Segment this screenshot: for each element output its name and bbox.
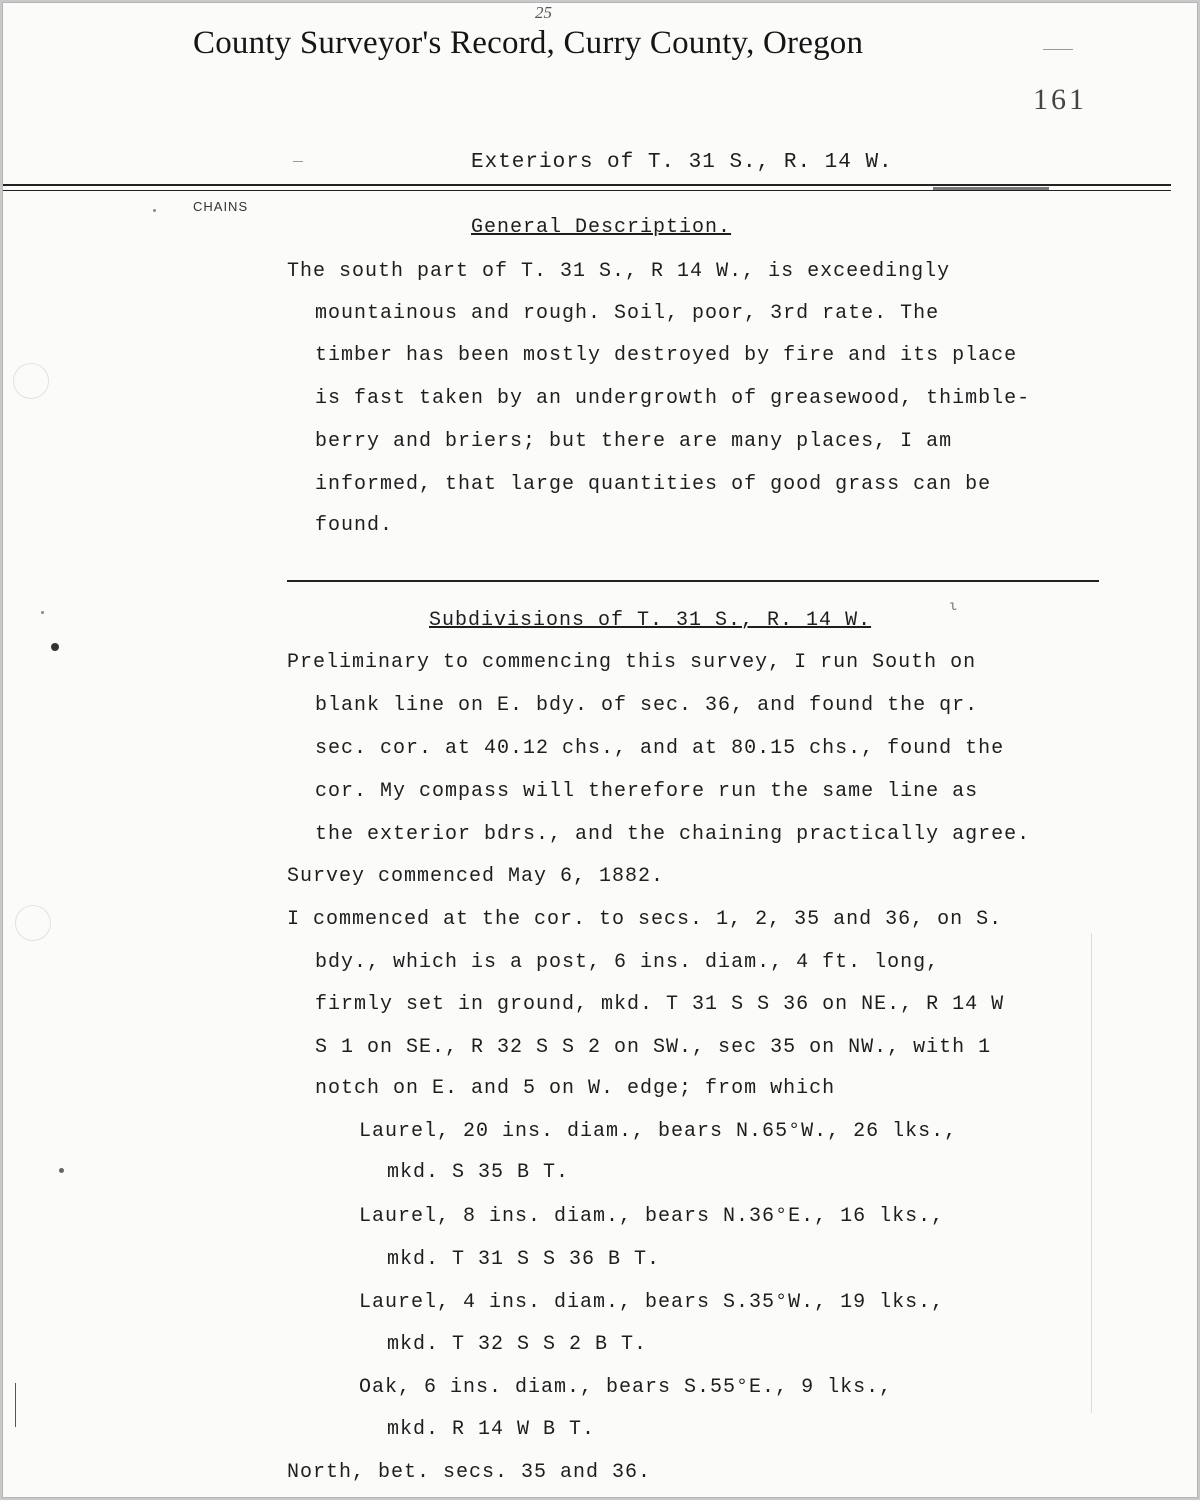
subdivision-line: cor. My compass will therefore run the same line as [315,780,979,803]
subdivision-line: mkd. T 31 S S 36 B T. [387,1248,661,1271]
faint-vertical-line [1091,933,1092,1413]
subdivision-line: bdy., which is a post, 6 ins. diam., 4 ft. long, [315,951,940,974]
document-page [2,2,1198,1498]
subdivision-line: the exterior bdrs., and the chaining practically agree. [315,823,1031,846]
subdivision-line: firmly set in ground, mkd. T 31 S S 36 on NE., R 14 W [315,993,1005,1016]
subdivision-line: Laurel, 20 ins. diam., bears N.65°W., 26 lks., [359,1120,958,1143]
subdivision-line: Preliminary to commencing this survey, I run South on [287,651,977,674]
ink-speck [51,643,59,651]
general-line: is fast taken by an undergrowth of greasewood, thimble- [315,387,1031,410]
section-divider [287,580,1099,582]
binder-hole-mark [13,363,49,399]
header-rule [3,184,1171,186]
margin-stroke [15,1383,16,1427]
general-description-heading: General Description. [471,216,732,239]
pencil-note: 25 [535,3,552,22]
subdivision-line: blank line on E. bdy. of sec. 36, and found the qr. [315,694,979,717]
general-line: found. [315,514,394,537]
record-title: County Surveyor's Record, Curry County, Oregon [193,25,864,61]
general-line: berry and briers; but there are many places, I am [315,430,953,453]
subdivision-line: mkd. T 32 S S 2 B T. [387,1333,648,1356]
ink-speck [41,611,44,614]
subdivision-line: I commenced at the cor. to secs. 1, 2, 35 and 36, on S. [287,908,1003,931]
binder-hole-mark [15,905,51,941]
ink-speck [59,1168,64,1173]
subdivisions-heading: Subdivisions of T. 31 S., R. 14 W. [429,609,872,632]
subdivision-line: mkd. S 35 B T. [387,1161,570,1184]
ink-speck [153,209,156,212]
general-line: mountainous and rough. Soil, poor, 3rd rate. The [315,302,940,325]
header-rule-thin [3,190,1171,191]
rule-smudge [933,187,1049,190]
subdivision-line: North, bet. secs. 35 and 36. [287,1461,652,1484]
subdivision-line: Laurel, 8 ins. diam., bears N.36°E., 16 lks., [359,1205,945,1228]
subdivision-line: Survey commenced May 6, 1882. [287,865,665,888]
subdivision-line: sec. cor. at 40.12 chs., and at 80.15 chs., found the [315,737,1005,760]
subdivision-line: Laurel, 4 ins. diam., bears S.35°W., 19 lks., [359,1291,945,1314]
page-subtitle: Exteriors of T. 31 S., R. 14 W. [471,151,893,174]
margin-dash [293,161,303,162]
subdivision-line: S 1 on SE., R 32 S S 2 on SW., sec 35 on NW., with 1 [315,1036,992,1059]
subdivision-line: mkd. R 14 W B T. [387,1418,596,1441]
chains-column-label: CHAINS [193,199,249,214]
general-line: informed, that large quantities of good grass can be [315,473,992,496]
general-line: timber has been mostly destroyed by fire and its place [315,344,1018,367]
page-number: 161 [1033,83,1087,116]
subdivision-line: Oak, 6 ins. diam., bears S.55°E., 9 lks., [359,1376,893,1399]
general-line: The south part of T. 31 S., R 14 W., is exceedingly [287,260,951,283]
margin-dash [1043,49,1073,50]
subdivision-line: notch on E. and 5 on W. edge; from which [315,1077,836,1100]
stray-mark: ι [949,599,958,615]
